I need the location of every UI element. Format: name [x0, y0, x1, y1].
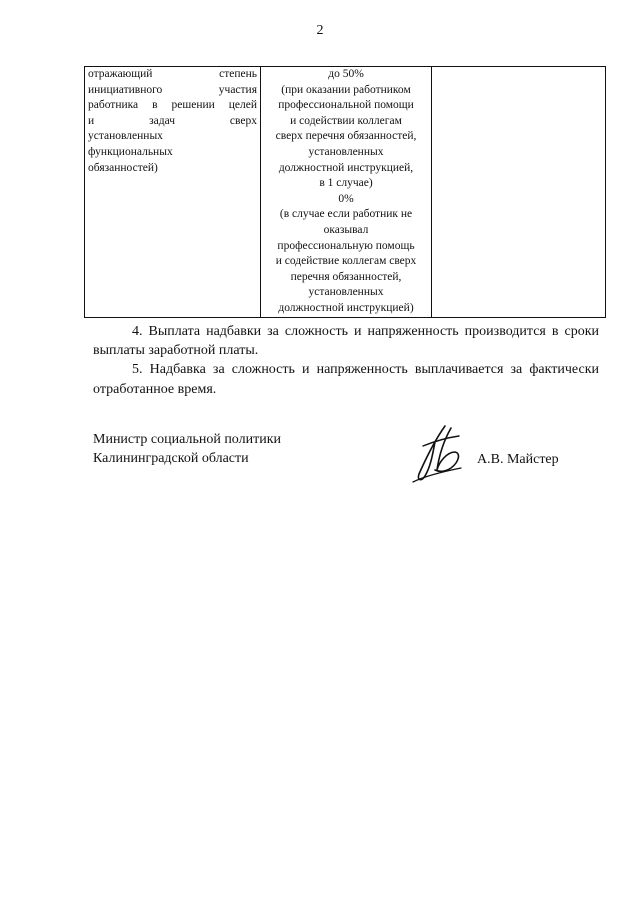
signer-title-line: Калининградской области	[93, 451, 249, 466]
amount-line: профессиональную помощь	[277, 239, 415, 252]
amount-line: (в случае если работник не	[279, 208, 413, 221]
amount-line: в 1 случае)	[319, 177, 373, 190]
amount-line: и содействии коллегам	[290, 114, 402, 127]
amount-line: установленных	[308, 145, 384, 158]
signer-title-line: Министр социальной политики	[93, 432, 282, 447]
criterion-line: обязанностей)	[88, 161, 158, 174]
amount-line: сверх перечня обязанностей,	[275, 130, 417, 143]
amount-line: до 50%	[328, 68, 364, 80]
amount-line: должностной инструкцией)	[278, 301, 414, 314]
signature-block	[93, 430, 599, 510]
amount-cell	[261, 67, 432, 318]
body-text	[93, 322, 599, 399]
page-number: 2	[316, 23, 324, 38]
amount-line: должностной инструкцией,	[278, 161, 414, 174]
paragraph-item-4: 4. Выплата надбавки за сложность и напряженность производится в сроки выплаты заработной платы.	[93, 324, 599, 359]
amount-line: (при оказании работником	[281, 83, 411, 96]
criteria-table	[84, 66, 606, 318]
signer-name: А.В. Майстер	[477, 452, 559, 467]
amount-line: установленных	[308, 286, 384, 299]
paragraph-item-5: 5. Надбавка за сложность и напряженность выплачивается за фактически отработанное время.	[93, 362, 599, 397]
criterion-cell	[85, 67, 261, 318]
table-row	[85, 67, 606, 318]
amount-line: оказывал	[323, 223, 369, 236]
amount-line: профессиональной помощи	[278, 99, 414, 112]
amount-line: перечня обязанностей,	[290, 270, 402, 283]
criterion-line: инициативного участия	[88, 83, 257, 96]
criterion-line: работника в решении целей	[88, 99, 257, 112]
criterion-line: установленных	[88, 130, 163, 143]
handwritten-signature	[405, 422, 471, 488]
criterion-line: функциональных	[88, 145, 173, 158]
criterion-line: отражающий степень	[88, 68, 257, 80]
criterion-line: и задач сверх	[88, 114, 257, 127]
amount-line: и содействие коллегам сверх	[275, 255, 417, 268]
note-cell	[432, 67, 606, 318]
amount-line: 0%	[338, 192, 354, 205]
